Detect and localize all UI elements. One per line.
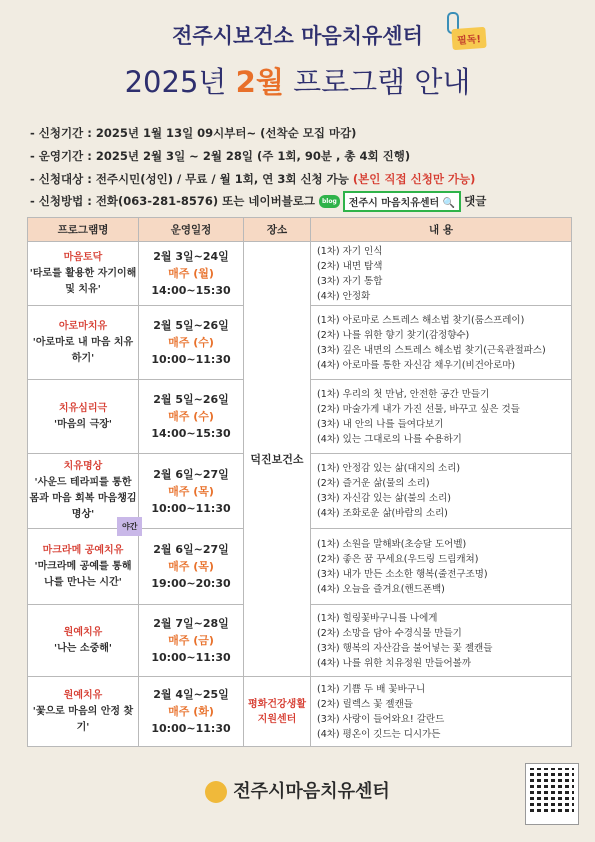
page-title: 2025년 2월 프로그램 안내	[124, 65, 471, 99]
table-row: 마음토닥 '타로를 활용한 자기이해 및 치유' 2월 3일~24일 매주 (월) 14:00~15:30 덕진보건소 (1차) 자기 인식 (2차) 내면 탐색 (3차) 자기 통합 (4차) 안정화	[28, 242, 572, 306]
center-name: 전주시보건소 마음치유센터	[172, 24, 423, 48]
qr-code-icon	[530, 768, 574, 812]
footer-logo: 전주시마음치유센터	[0, 777, 595, 803]
night-badge: 야간	[117, 517, 142, 536]
table-row: 마크라메 공예치유 '마크라메 공예를 통해 나를 만나는 시간' 2월 6일~27일 매주 (목) 19:00~20:30 (1차) 소원을 말해봐(초승달 도어벨) (2차) 좋은 꿈 꾸세요(우드링 드림캐쳐) (3차) 내가 만든 소소한 행복(줄전구조명) (4차) 오늘을 즐겨요(핸드폰백)	[28, 529, 572, 605]
info-target: - 신청대상 : 전주시민(성인) / 무료 / 월 1회, 연 3회 신청 가능 (본인 직접 신청만 가능)	[30, 172, 476, 186]
program-table	[27, 217, 572, 747]
header-content: 내 용	[311, 218, 572, 242]
info-method: - 신청방법 : 전화(063-281-8576) 또는 네이버블로그 blog 전주시 마음치유센터 🔍 댓글	[30, 191, 486, 212]
table-row: 원예치유 '나는 소중해' 2월 7일~28일 매주 (금) 10:00~11:30 (1차) 힐링꽃바구니를 나에게 (2차) 소망을 담아 수경식물 만들기 (3차) 행복의 자산감을 불어넣는 꽃 젤캔들 (4차) 나를 위한 치유정원 만들어볼까	[28, 605, 572, 677]
table-row: 원예치유 '꽃으로 마음의 안정 찾기' 2월 4일~25일 매주 (화) 10:00~11:30 평화건강생활 지원센터 (1차) 기쁨 두 배 꽃바구니 (2차) 릴렉스 꽃 젤캔들 (3차) 사랑이 들어와요! 갈란드 (4차) 평온이 깃드는 디시가든	[28, 677, 572, 747]
table-row: 아로마치유 '아로마로 내 마음 치유하기' 2월 5일~26일 매주 (수) 10:00~11:30 (1차) 아로마로 스트레스 해소법 찾기(룸스프레이) (2차) 나를 위한 향기 찾기(감정향수) (3차) 깊은 내면의 스트레스 해소법 찾기(근육관절파스) (4차) 아로마를 통한 자신감 채우기(비건아로마)	[28, 306, 572, 380]
search-box[interactable]: 전주시 마음치유센터 🔍	[343, 191, 461, 212]
center-logo-icon	[205, 781, 227, 803]
header-program: 프로그램명	[28, 218, 139, 242]
search-icon: 🔍	[442, 198, 456, 209]
place-cell: 덕진보건소	[244, 242, 311, 677]
qr-code[interactable]	[525, 763, 579, 825]
header-place: 장소	[244, 218, 311, 242]
info-run: - 운영기간 : 2025년 2월 3일 ~ 2월 28일 (주 1회, 90분 , 총 4회 진행)	[30, 149, 411, 163]
table-row: 치유명상 '사운드 테라피를 통한 몸과 마음 회복 마음챙김 명상' 2월 6일~27일 매주 (목) 10:00~11:30 야간 (1차) 안정감 있는 삶(대지의 소리) (2차) 즐거운 삶(물의 소리) (3차) 자신감 있는 삶(불의 소리) (4차) 조화로운 삶(바람의 소리)	[28, 454, 572, 529]
must-read-badge: 필독!	[451, 27, 486, 50]
info-period: - 신청기간 : 2025년 1월 13일 09시부터~ (선착순 모집 마감)	[30, 126, 357, 140]
table-row: 치유심리극 '마음의 극장' 2월 5일~26일 매주 (수) 14:00~15:30 (1차) 우리의 첫 만남, 안전한 공간 만들기 (2차) 마술가게 내가 가진 선물, 바꾸고 싶은 것들 (3차) 내 안의 나를 들여다보기 (4차) 있는 그대로의 나를 수용하기	[28, 380, 572, 454]
header-schedule: 운영일정	[139, 218, 244, 242]
place-cell-alt: 평화건강생활 지원센터	[248, 698, 306, 725]
naver-blog-icon: blog	[319, 195, 340, 208]
